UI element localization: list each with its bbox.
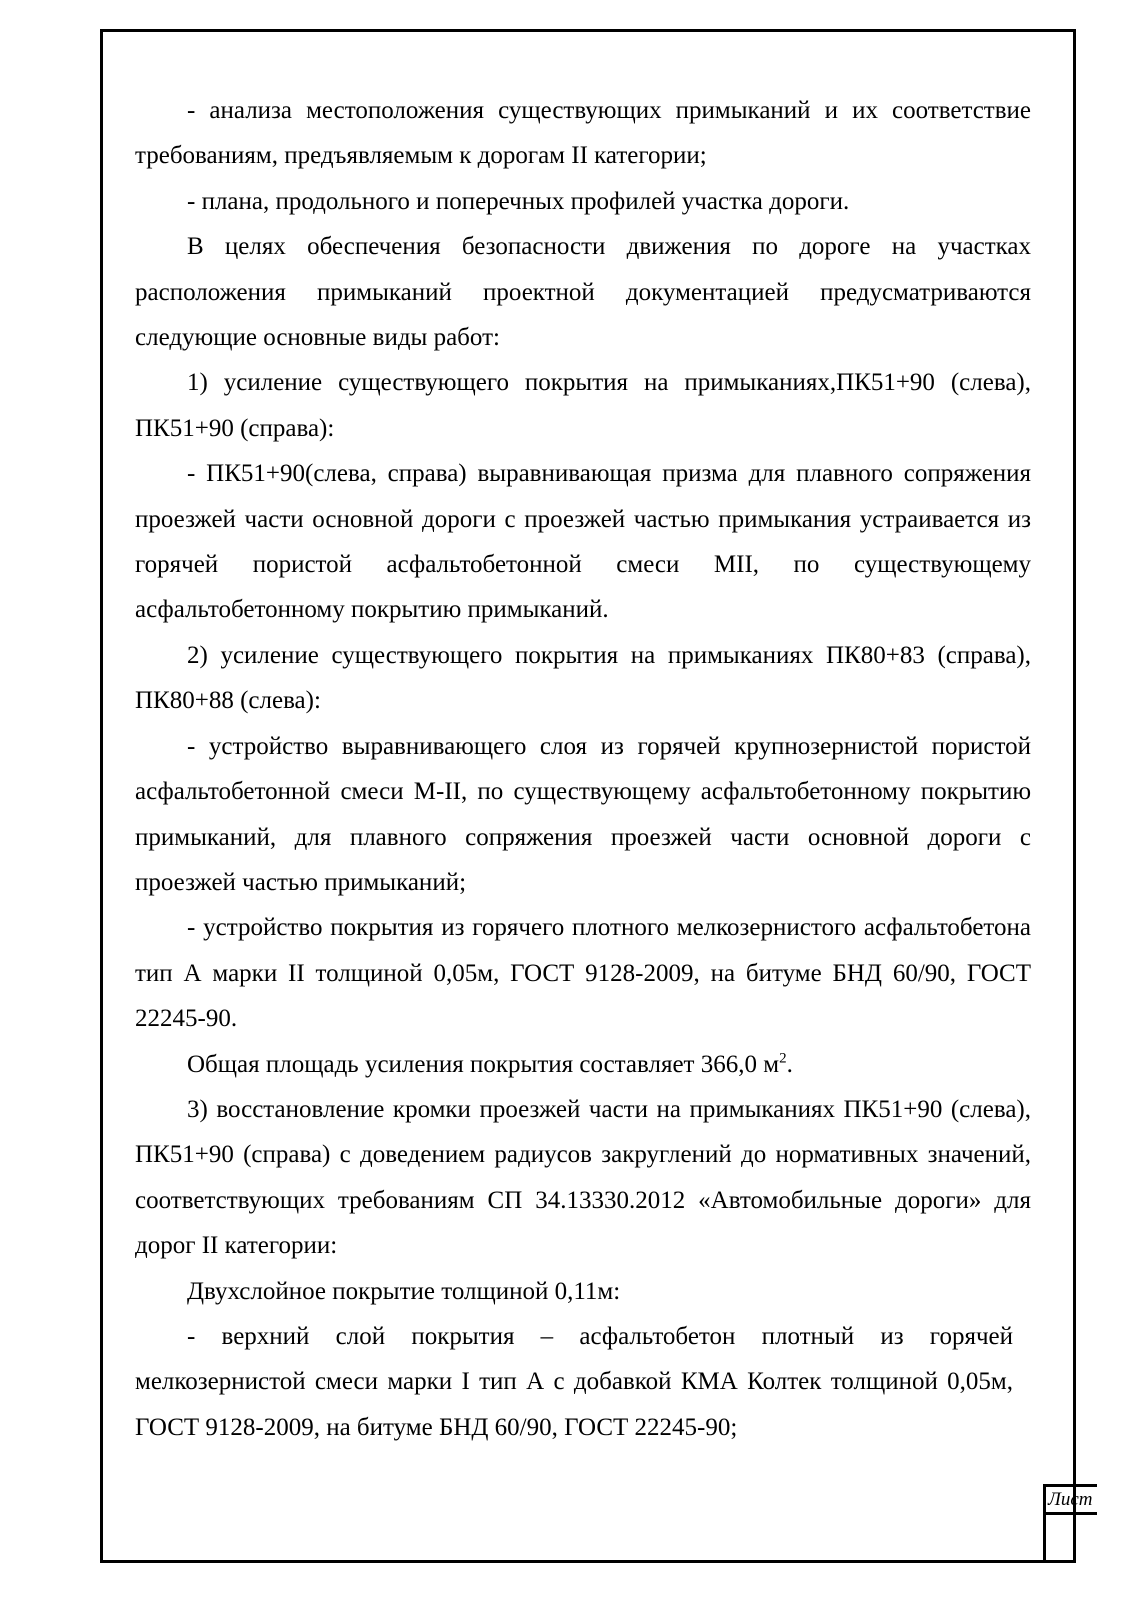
total-area-paragraph — [135, 1042, 1031, 1087]
top-layer-description: - верхний слой покрытия – асфальтобетон плотный из горячей мелкозернистой смеси марки I тип А с добавкой КМА Колтек толщиной 0,05м, ГОСТ 9128-2009, на битуме БНД 60/90, ГОСТ 22245-90; — [135, 1322, 1013, 1441]
intro-paragraph: В целях обеспечения безопасности движения по дороге на участках расположения примыканий проектной документацией предусматриваются следующие основные виды работ: — [135, 233, 1031, 352]
work-item-2-leveling-layer: - устройство выравнивающего слоя из горячей крупнозернистой пористой асфальтобетонной смеси М-II, по существующему асфальтобетонному покрытию примыканий, для плавного сопряжения проезжей части основной дороги с проезжей частью примыканий; — [135, 732, 1031, 896]
work-item-2-surface-layer: - устройство покрытия из горячего плотного мелкозернистого асфальтобетона тип А марки II толщиной 0,05м, ГОСТ 9128-2009, на битуме БНД 60/90, ГОСТ 22245-90. — [135, 914, 1031, 1033]
area-unit-superscript: 2 — [779, 1050, 787, 1067]
sheet-stamp — [1043, 1484, 1097, 1563]
work-item-1-detail: - ПК51+90(слева, справа) выравнивающая призма для плавного сопряжения проезжей части основной дороги с проезжей частью примыкания устраивается из горячей пористой асфальтобетонной смеси МII, по существующему асфальтобетонному покрытию примыканий. — [135, 460, 1031, 624]
work-item-2: 2) усиление существующего покрытия на примыканиях ПК80+83 (справа), ПК80+88 (слева): — [135, 641, 1031, 715]
total-area-suffix: . — [786, 1050, 793, 1078]
total-area-text: Общая площадь усиления покрытия составляет 366,0 м — [187, 1050, 780, 1078]
list-item-plan: - плана, продольного и поперечных профилей участка дороги. — [187, 187, 850, 215]
work-item-1: 1) усиление существующего покрытия на примыканиях,ПК51+90 (слева), ПК51+90 (справа): — [135, 369, 1031, 442]
two-layer-coating: Двухслойное покрытие толщиной 0,11м: — [187, 1277, 621, 1305]
sheet-label: Лист — [1046, 1487, 1097, 1515]
sheet-number — [1046, 1515, 1097, 1563]
list-item-analysis: - анализа местоположения существующих примыканий и их соответствие требованиям, предъявляемым к дорогам II категории; — [135, 97, 1031, 170]
work-item-3: 3) восстановление кромки проезжей части на примыканиях ПК51+90 (слева), ПК51+90 (справа) с доведением радиусов закруглений до нормативных значений, соответствующих требованиям СП 34.13330.2012 «Автомобильные дороги» для дорог II категории: — [135, 1095, 1031, 1260]
document-body — [135, 88, 1031, 1450]
